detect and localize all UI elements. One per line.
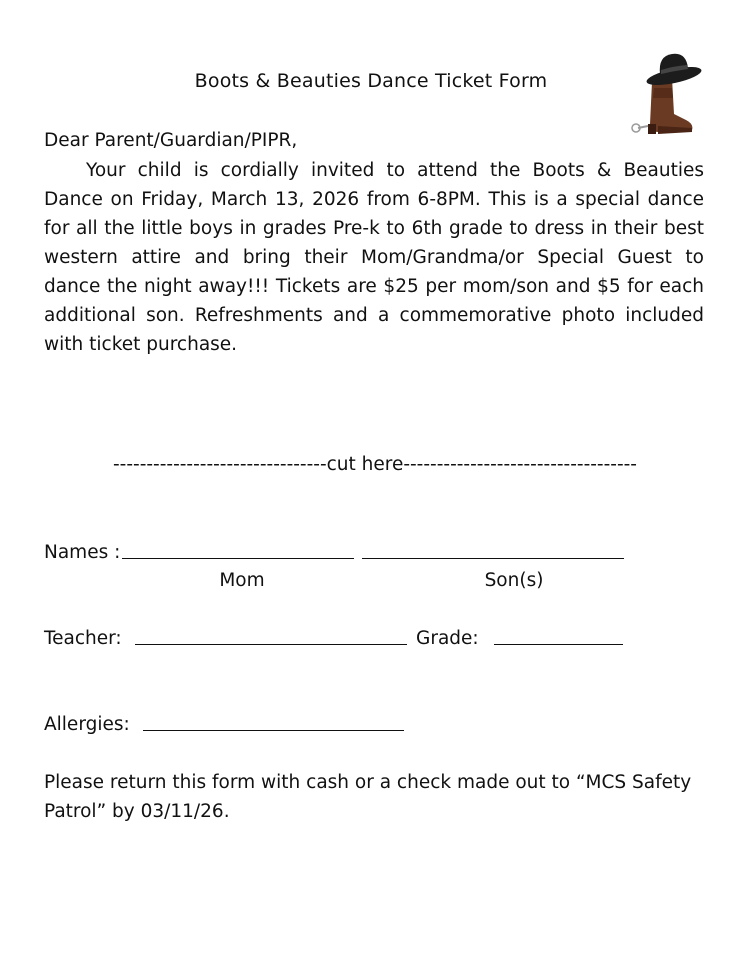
allergies-label: Allergies: [44,714,130,735]
return-instructions: Please return this form with cash or a check made out to “MCS Safety Patrol” by 03/11/26. [44,772,692,822]
teacher-label: Teacher: [44,628,122,649]
cut-line: --------------------------------cut here----------------------------------- [113,454,637,475]
sons-label: Son(s) [484,570,544,591]
invitation-paragraph: Your child is cordially invited to attend the Boots & Beauties Dance on Friday, March 13, 2026 from 6-8PM. This is a special dance for all the little boys in grades Pre-k to 6th grade to dress in their best western attire and bring their Mom/Grandma/or Special Guest to dance the night away!!! Tickets are $25 per mom/son and $5 for each additional son. Refreshments and a commemorative photo included with ticket purchase. [44,160,704,355]
mom-name-field[interactable] [122,558,354,559]
page-title: Boots & Beauties Dance Ticket Form [194,70,548,92]
greeting: Dear Parent/Guardian/PIPR, [44,130,298,151]
grade-label: Grade: [416,628,479,649]
allergies-field[interactable] [143,730,404,731]
teacher-field[interactable] [135,644,407,645]
names-label: Names : [44,542,121,563]
cowboy-hat-boot-icon [628,48,704,138]
son-name-field[interactable] [362,558,624,559]
grade-field[interactable] [494,644,623,645]
mom-label: Mom [219,570,265,591]
